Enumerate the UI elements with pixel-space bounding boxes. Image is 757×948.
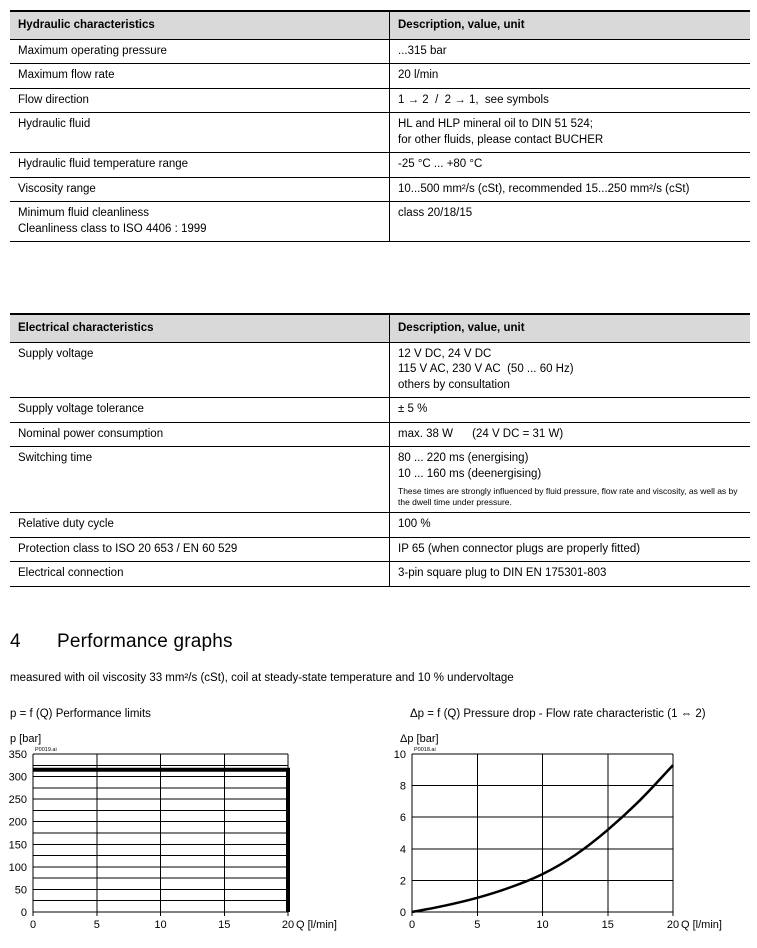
row-value-line: 20 l/min	[398, 69, 439, 82]
row-label-cell	[10, 398, 390, 422]
x-tick-label: 5	[474, 919, 481, 931]
chart-title-performance-limits: p = f (Q) Performance limits	[10, 708, 151, 720]
y-tick-label: 350	[8, 749, 27, 761]
row-value-line: class 20/18/15	[398, 207, 473, 220]
row-label-cell	[10, 447, 390, 512]
table-row	[10, 562, 750, 586]
table-row	[10, 343, 750, 399]
table-header-row	[10, 315, 750, 343]
row-value-line: 10 ... 160 ms (deenergising)	[398, 467, 542, 480]
row-label-cell	[10, 202, 390, 241]
x-axis-label: Q [l/min]	[681, 919, 722, 931]
row-value-line: 1 → 2 / 2 → 1, see symbols	[398, 93, 549, 106]
table-row	[10, 153, 750, 178]
y-tick-label: 8	[399, 780, 406, 793]
y-axis-label: Δp [bar]	[400, 733, 439, 745]
row-label-cell	[10, 513, 390, 537]
row-label-line: Supply voltage	[18, 347, 94, 360]
row-label-line: Flow direction	[18, 93, 89, 106]
x-tick-label: 0	[408, 919, 416, 931]
column-header-label: Hydraulic characteristics	[18, 19, 155, 31]
row-value-cell	[390, 538, 750, 562]
y-tick-label: 100	[8, 861, 27, 874]
table-row	[10, 202, 750, 241]
row-value-line: 100 %	[398, 518, 431, 531]
row-value-cell	[390, 113, 750, 152]
row-label-cell	[10, 153, 390, 177]
table-row	[10, 398, 750, 423]
pressure-drop-chart	[380, 728, 757, 948]
electrical-characteristics-table	[10, 313, 750, 587]
y-tick-label: 2	[399, 875, 406, 888]
measurement-conditions: measured with oil viscosity 33 mm²/s (cSt), coil at steady-state temperature and 10 % undervoltage	[10, 672, 514, 684]
row-value-cell	[390, 562, 750, 586]
row-label-line: Nominal power consumption	[18, 427, 164, 440]
y-tick-label: 10	[393, 749, 406, 761]
row-value-cell	[390, 40, 750, 64]
y-tick-label: 250	[8, 794, 27, 807]
row-value-cell	[390, 423, 750, 447]
row-label-cell	[10, 89, 390, 113]
x-tick-label: 20	[281, 919, 295, 931]
row-label-cell	[10, 113, 390, 152]
row-value-line: ± 5 %	[398, 403, 428, 416]
chart-title-pressure-drop: Δp = f (Q) Pressure drop - Flow rate characteristic (1 ⇔ 2)	[410, 708, 706, 720]
performance-limits-chart	[0, 728, 380, 948]
column-header-label: Description, value, unit	[398, 19, 525, 31]
row-label-line: Supply voltage tolerance	[18, 403, 144, 416]
x-tick-label: 15	[601, 919, 614, 931]
row-value-line: 115 V AC, 230 V AC (50 ... 60 Hz)	[398, 363, 574, 376]
y-axis-label: p [bar]	[10, 733, 42, 745]
row-value-line: 12 V DC, 24 V DC	[398, 347, 492, 360]
table-row	[10, 513, 750, 538]
row-label-cell	[10, 343, 390, 398]
row-label-line: Cleanliness class to ISO 4406 : 1999	[18, 222, 207, 235]
y-tick-label: 0	[20, 907, 27, 919]
row-value-cell	[390, 153, 750, 177]
x-tick-label: 10	[536, 919, 549, 931]
x-tick-label: 15	[218, 919, 231, 931]
table-row	[10, 178, 750, 203]
row-value-cell	[390, 343, 750, 398]
table-row	[10, 113, 750, 153]
y-tick-label: 50	[14, 884, 27, 897]
row-label-line: Hydraulic fluid temperature range	[18, 158, 189, 171]
y-tick-label: 6	[399, 812, 406, 825]
table-header-row	[10, 12, 750, 40]
row-value-cell	[390, 447, 750, 512]
x-tick-label: 0	[29, 919, 37, 931]
row-value-cell	[390, 64, 750, 88]
row-label-line: Hydraulic fluid	[18, 118, 91, 131]
column-header-label: Description, value, unit	[398, 322, 525, 334]
row-value-cell	[390, 398, 750, 422]
column-header-description	[390, 12, 750, 39]
row-value-line: ...315 bar	[398, 44, 447, 57]
table-row	[10, 447, 750, 513]
row-note: These times are strongly influenced by fluid pressure, flow rate and viscosity, as well as by the dwell time under pressure.	[398, 486, 738, 508]
row-value-cell	[390, 178, 750, 202]
row-label-line: Electrical connection	[18, 567, 124, 580]
x-tick-label: 5	[93, 919, 100, 931]
row-label-line: Switching time	[18, 452, 93, 465]
row-label-cell	[10, 562, 390, 586]
row-value-line: -25 °C ... +80 °C	[398, 158, 483, 171]
row-label-line: Minimum fluid cleanliness	[18, 207, 150, 220]
table-row	[10, 89, 750, 114]
column-header-description	[390, 315, 750, 342]
row-label-line: Relative duty cycle	[18, 518, 114, 531]
row-label-line: Viscosity range	[18, 182, 96, 195]
row-label-cell	[10, 64, 390, 88]
row-label-line: Protection class to ISO 20 653 / EN 60 529	[18, 542, 238, 555]
row-label-cell	[10, 40, 390, 64]
row-label-cell	[10, 178, 390, 202]
row-value-line: IP 65 (when connector plugs are properly fitted)	[398, 542, 641, 555]
x-tick-label: 20	[666, 919, 680, 931]
row-label-cell	[10, 538, 390, 562]
row-value-line: others by consultation	[398, 378, 510, 391]
row-value-cell	[390, 202, 750, 241]
table-row	[10, 423, 750, 448]
row-value-cell	[390, 89, 750, 113]
section-heading	[10, 631, 233, 653]
section-number: 4	[10, 631, 21, 652]
row-label-line: Maximum operating pressure	[18, 44, 167, 57]
plot-filename-watermark: P0018.ai	[414, 747, 436, 753]
y-tick-label: 4	[399, 843, 406, 856]
row-value-line: HL and HLP mineral oil to DIN 51 524;	[398, 118, 593, 131]
y-tick-label: 200	[8, 816, 27, 829]
row-value-line: 80 ... 220 ms (energising)	[398, 452, 529, 465]
table-row	[10, 538, 750, 563]
hydraulic-characteristics-table	[10, 10, 750, 242]
column-header-label: Electrical characteristics	[18, 322, 154, 334]
row-value-line: for other fluids, please contact BUCHER	[398, 133, 604, 146]
x-axis-label: Q [l/min]	[296, 919, 337, 931]
section-title: Performance graphs	[57, 631, 233, 652]
row-value-cell	[390, 513, 750, 537]
row-label-cell	[10, 423, 390, 447]
row-label-line: Maximum flow rate	[18, 69, 115, 82]
x-tick-label: 10	[154, 919, 167, 931]
column-header-characteristics	[10, 315, 390, 342]
y-tick-label: 300	[8, 771, 27, 784]
table-row	[10, 64, 750, 89]
row-value-line: max. 38 W (24 V DC = 31 W)	[398, 427, 564, 440]
row-value-line: 3-pin square plug to DIN EN 175301-803	[398, 567, 607, 580]
table-row	[10, 40, 750, 65]
column-header-characteristics	[10, 12, 390, 39]
row-value-line: 10...500 mm²/s (cSt), recommended 15...250 mm²/s (cSt)	[398, 182, 690, 195]
y-tick-label: 0	[399, 907, 406, 919]
plot-filename-watermark: P0019.ai	[35, 747, 57, 753]
y-tick-label: 150	[8, 839, 27, 852]
